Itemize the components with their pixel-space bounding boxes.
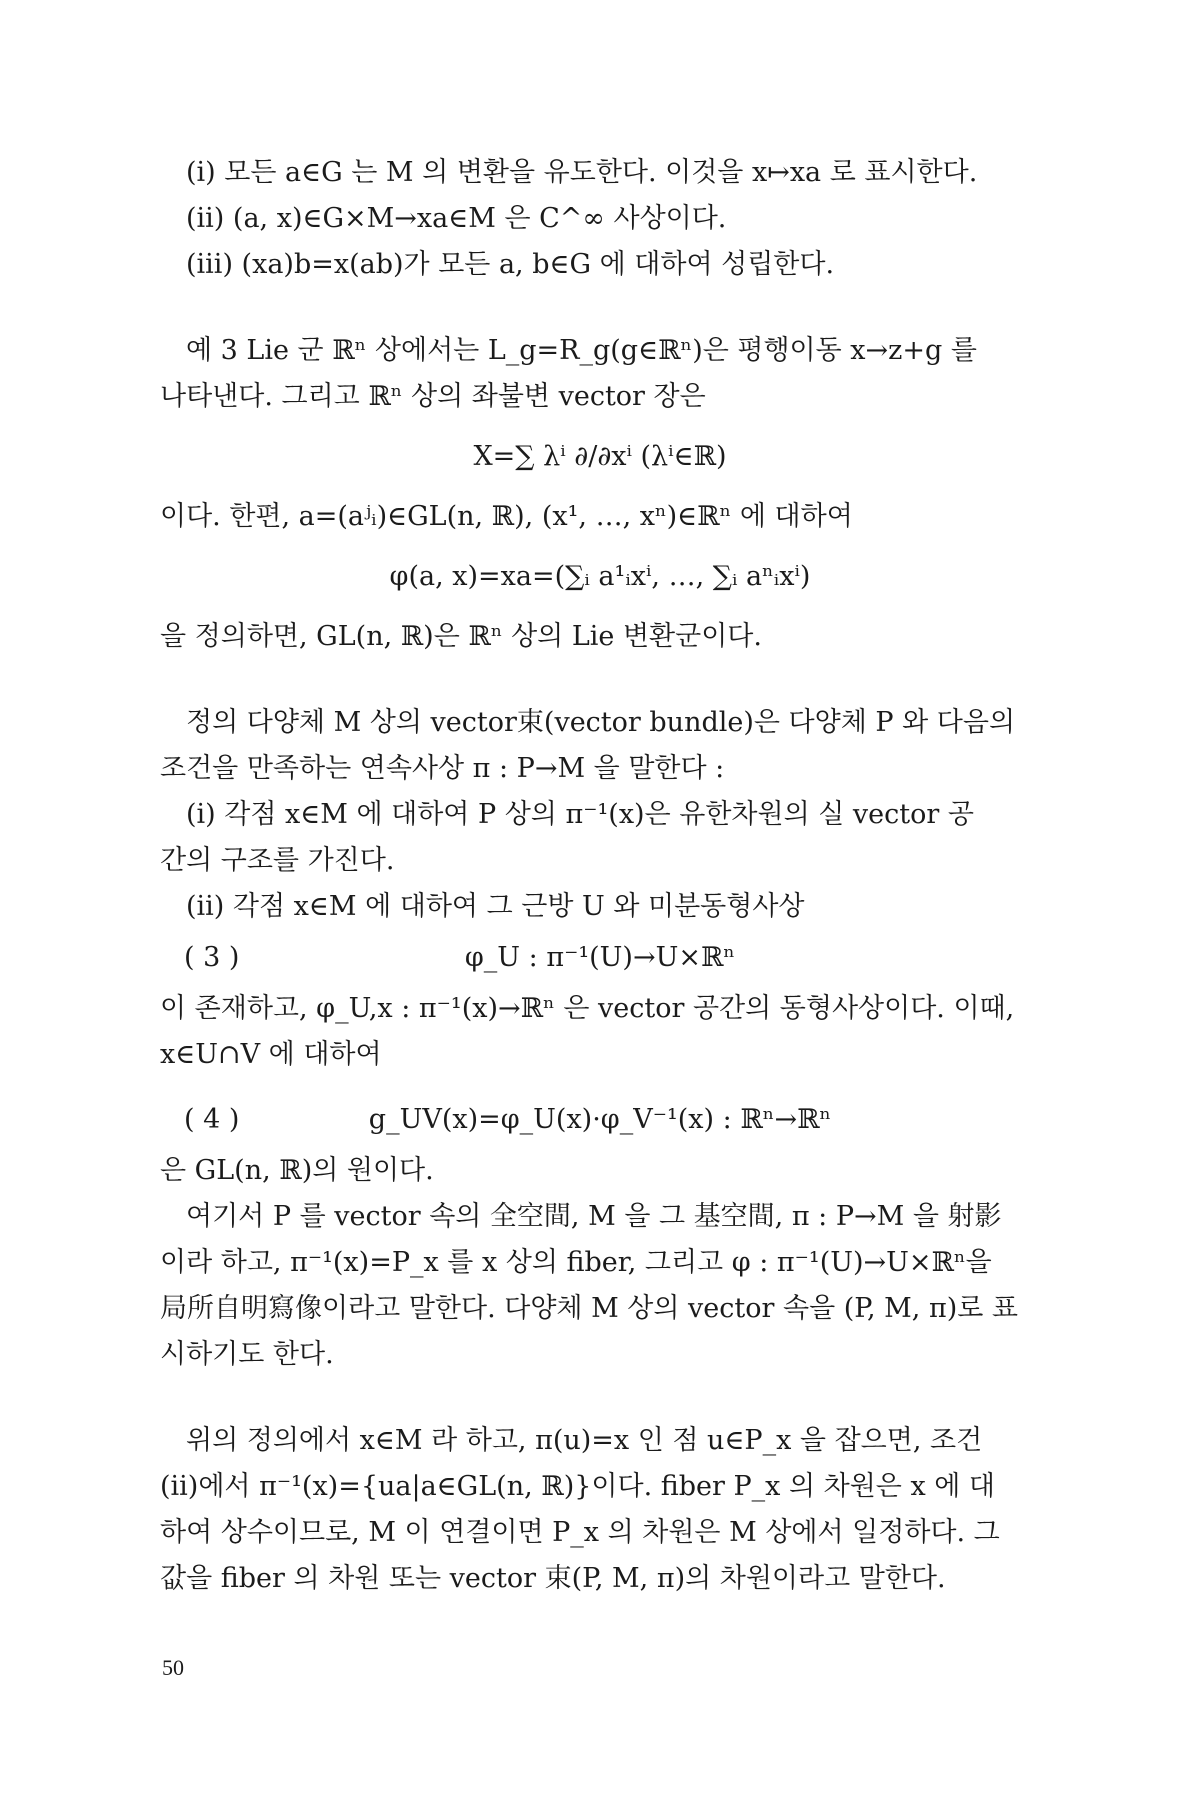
- page-body: [160, 150, 1040, 1602]
- text-line: (ii)에서 π⁻¹(x)={ua|a∈GL(n, ℝ)}이다. fiber P_x 의 차원은 x 에 대: [160, 1471, 996, 1502]
- text-line: 여기서 P 를 vector 속의 全空間, M 을 그 基空間, π : P→M 을 射影: [186, 1201, 1002, 1232]
- text-line: (i) 각점 x∈M 에 대하여 P 상의 π⁻¹(x)은 유한차원의 실 vector 공: [186, 799, 974, 830]
- equation-3: [160, 930, 1040, 986]
- text-line: 하여 상수이므로, M 이 연결이면 P_x 의 차원은 M 상에서 일정하다. 그: [160, 1517, 1000, 1548]
- text-line: 이 존재하고, φ_U,x : π⁻¹(x)→ℝⁿ 은 vector 공간의 동형사상이다. 이때,: [160, 993, 1015, 1024]
- text-line: 이다. 한편, a=(aʲᵢ)∈GL(n, ℝ), (x¹, …, xⁿ)∈ℝⁿ 에 대하여: [160, 501, 853, 532]
- page-number: 50: [162, 1655, 184, 1680]
- text-line: 局所自明寫像이라고 말한다. 다양체 M 상의 vector 속을 (P, M, π)로 표: [160, 1293, 1018, 1324]
- text-line: (ii) (a, x)∈G×M→xa∈M 은 C^∞ 사상이다.: [186, 203, 727, 234]
- text-line: 시하기도 한다.: [160, 1339, 334, 1370]
- equation-number: ( 3 ): [184, 942, 240, 973]
- equation-number: ( 4 ): [184, 1104, 240, 1135]
- equation-4: [160, 1092, 1040, 1148]
- text-line: 이라 하고, π⁻¹(x)=P_x 를 x 상의 fiber, 그리고 φ : π⁻¹(U)→U×ℝⁿ을: [160, 1247, 992, 1278]
- example-heading-line: 예 3 Lie 군 ℝⁿ 상에서는 L_g=R_g(g∈ℝⁿ)은 평행이동 x→z+g 를: [186, 335, 977, 366]
- text-line: 은 GL(n, ℝ)의 원이다.: [160, 1155, 434, 1186]
- text-line: (iii) (xa)b=x(ab)가 모든 a, b∈G 에 대하여 성립한다.: [186, 249, 835, 280]
- equation-body: g_UV(x)=φ_U(x)·φ_V⁻¹(x) : ℝⁿ→ℝⁿ: [368, 1104, 832, 1135]
- text-line: 나타낸다. 그리고 ℝⁿ 상의 좌불변 vector 장은: [160, 381, 706, 412]
- text-line: (ii) 각점 x∈M 에 대하여 그 근방 U 와 미분동형사상: [186, 891, 805, 922]
- text-line: (i) 모든 a∈G 는 M 의 변환을 유도한다. 이것을 x↦xa 로 표시한다.: [186, 157, 978, 188]
- equation-phi: φ(a, x)=xa=(∑ᵢ a¹ᵢxⁱ, …, ∑ᵢ aⁿᵢxⁱ): [389, 561, 811, 592]
- equation-x: X=∑ λⁱ ∂/∂xⁱ (λⁱ∈ℝ): [473, 441, 727, 472]
- text-line: 간의 구조를 가진다.: [160, 845, 395, 876]
- equation-body: φ_U : π⁻¹(U)→U×ℝⁿ: [464, 942, 736, 973]
- definition-heading-line: 정의 다양체 M 상의 vector束(vector bundle)은 다양체 P 와 다음의: [186, 707, 1016, 738]
- text-line: 조건을 만족하는 연속사상 π : P→M 을 말한다 :: [160, 753, 725, 784]
- text-line: 위의 정의에서 x∈M 라 하고, π(u)=x 인 점 u∈P_x 을 잡으면, 조건: [186, 1425, 983, 1456]
- text-line: 값을 fiber 의 차원 또는 vector 束(P, M, π)의 차원이라고 말한다.: [160, 1563, 946, 1594]
- text-line: x∈U∩V 에 대하여: [160, 1039, 382, 1070]
- text-line: 을 정의하면, GL(n, ℝ)은 ℝⁿ 상의 Lie 변환군이다.: [160, 621, 762, 652]
